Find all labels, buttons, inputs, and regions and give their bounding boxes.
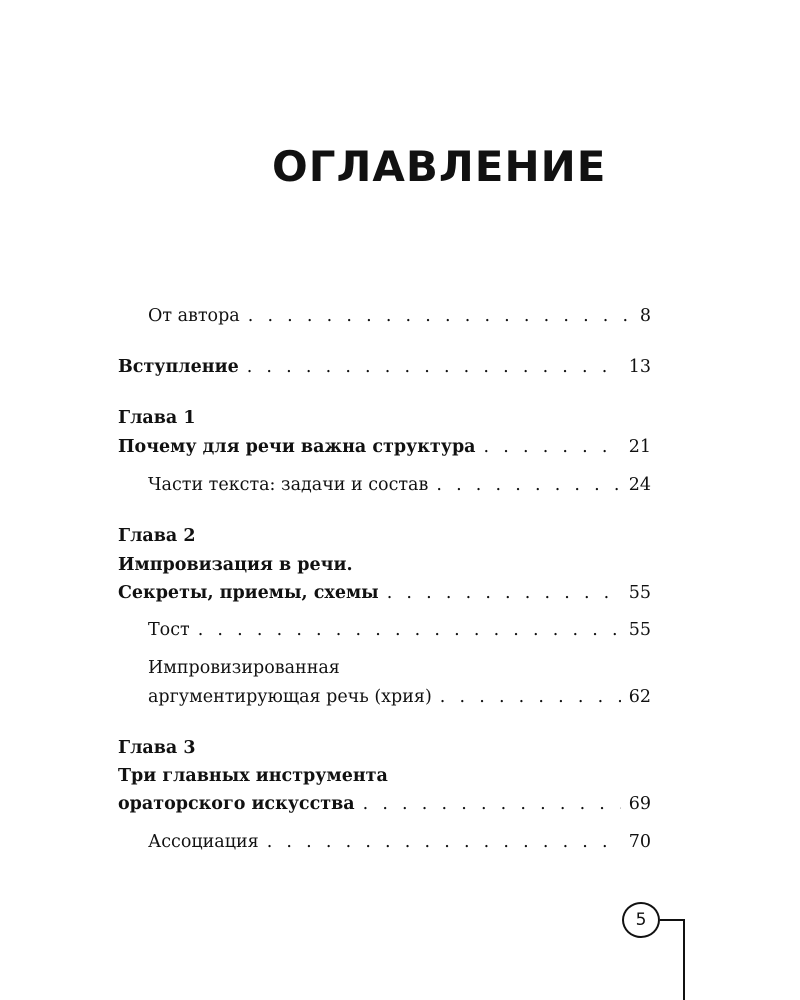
toc-entry-label: Почему для речи важна структура [118,437,476,457]
toc-entry-page: 55 [628,620,651,640]
toc-entry-page: 55 [628,583,651,603]
toc-entry-chapter-1-section-1 [148,474,651,496]
chapter-2-title-line-1: Импровизация в речи. [118,555,353,575]
page-number-badge [622,902,660,938]
toc-entry-label: От автора [148,306,240,326]
toc-entry-chapter-2-section-1 [148,619,651,641]
toc-entry-label: ораторского искусства [118,794,355,814]
chapter-3-title-line-1: Три главных инструмента [118,766,388,786]
toc-entry-from-author [148,305,651,327]
chapter-3-heading: Глава 3 [118,738,196,758]
toc-entry-label: Вступление [118,357,239,377]
page-number: 5 [635,910,647,930]
toc-entry-chapter-1 [118,436,651,458]
toc-entry-chapter-2 [118,582,651,604]
chapter-2-section-2-line-1: Импровизированная [148,658,340,678]
leader-dots [387,582,621,604]
leader-dots [440,686,621,708]
toc-entry-label: Секреты, приемы, схемы [118,583,379,603]
leader-dots [198,619,621,641]
toc-entry-page: 21 [628,437,651,457]
chapter-2-heading: Глава 2 [118,526,196,546]
page-marker-line [660,919,685,921]
leader-dots [267,831,621,853]
toc-entry-page: 69 [628,794,651,814]
toc-entry-chapter-3-section-1 [148,831,651,853]
toc-entry-chapter-2-section-2 [148,686,651,708]
toc-entry-label: Части текста: задачи и состав [148,475,429,495]
leader-dots [484,436,621,458]
toc-entry-page: 70 [628,832,651,852]
toc-entry-page: 13 [628,357,651,377]
page-marker-vertical-line [683,919,685,1000]
leader-dots [248,305,632,327]
page-title: ОГЛАВЛЕНИЕ [272,142,607,191]
toc-entry-intro [118,356,651,378]
leader-dots [247,356,621,378]
toc-entry-label: Ассоциация [148,832,259,852]
toc-entry-page: 8 [639,306,651,326]
toc-entry-label: Тост [148,620,190,640]
toc-entry-label: аргументирующая речь (хрия) [148,687,432,707]
leader-dots [436,474,620,496]
toc-entry-chapter-3 [118,793,651,815]
leader-dots [363,793,621,815]
chapter-1-heading: Глава 1 [118,408,196,428]
toc-entry-page: 24 [628,475,651,495]
toc-entry-page: 62 [628,687,651,707]
